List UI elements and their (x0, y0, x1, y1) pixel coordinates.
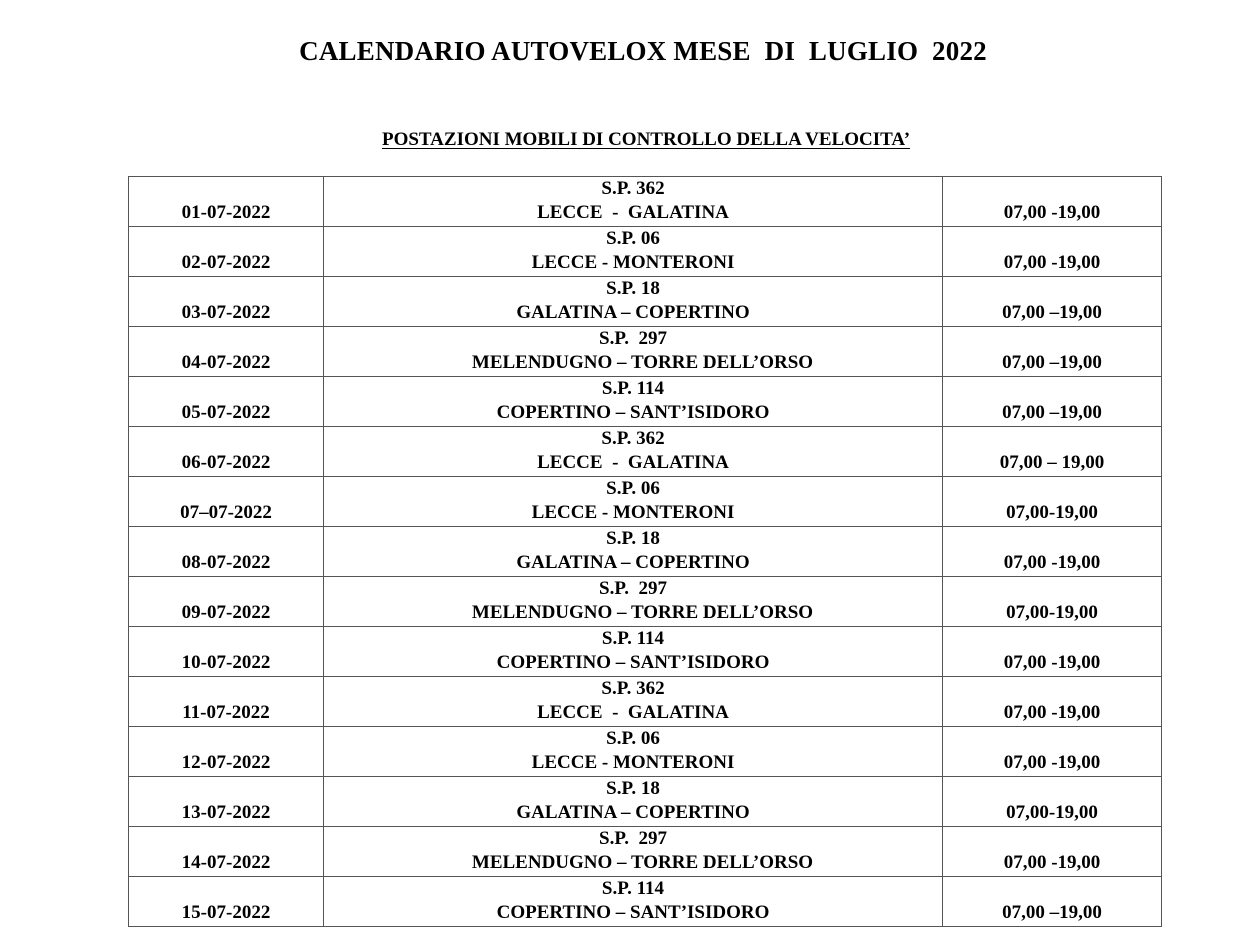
location-cell (324, 477, 943, 527)
location-cell (324, 777, 943, 827)
route-name: COPERTINO – SANT’ISIDORO (496, 902, 770, 923)
table-row (129, 377, 1162, 427)
location-block (324, 227, 942, 276)
time-cell (943, 377, 1162, 427)
location-block (324, 377, 942, 426)
speed-camera-schedule-table (128, 176, 1162, 927)
road-code: S.P. 297 (599, 578, 667, 599)
route-name: LECCE - GALATINA (537, 702, 729, 723)
time-range: 07,00 -19,00 (1003, 852, 1101, 873)
date-text: 09-07-2022 (181, 602, 271, 623)
date-cell (129, 527, 324, 577)
date-text: 10-07-2022 (181, 652, 271, 673)
date-cell (129, 177, 324, 227)
time-cell (943, 677, 1162, 727)
date-cell (129, 477, 324, 527)
table-row (129, 177, 1162, 227)
location-block (324, 777, 942, 826)
date-cell (129, 727, 324, 777)
location-block (324, 727, 942, 776)
time-cell (943, 227, 1162, 277)
time-range: 07,00 -19,00 (1003, 252, 1101, 273)
time-range: 07,00 -19,00 (1003, 702, 1101, 723)
date-cell (129, 827, 324, 877)
road-code: S.P. 362 (601, 678, 665, 699)
location-cell (324, 827, 943, 877)
table-row (129, 477, 1162, 527)
route-name: LECCE - MONTERONI (531, 502, 735, 523)
location-cell (324, 877, 943, 927)
location-cell (324, 727, 943, 777)
date-cell (129, 877, 324, 927)
time-range: 07,00-19,00 (1006, 802, 1098, 823)
date-text: 12-07-2022 (181, 752, 271, 773)
route-name: COPERTINO – SANT’ISIDORO (496, 652, 770, 673)
time-range: 07,00 –19,00 (1002, 402, 1102, 423)
road-code: S.P. 18 (606, 778, 660, 799)
time-cell (943, 727, 1162, 777)
route-name: GALATINA – COPERTINO (516, 802, 750, 823)
time-range: 07,00 –19,00 (1002, 302, 1102, 323)
table-row (129, 577, 1162, 627)
location-cell (324, 677, 943, 727)
road-code: S.P. 06 (606, 228, 660, 249)
road-code: S.P. 114 (601, 628, 665, 649)
table-row (129, 277, 1162, 327)
time-range: 07,00 -19,00 (1003, 552, 1101, 573)
route-name: GALATINA – COPERTINO (516, 552, 750, 573)
location-cell (324, 527, 943, 577)
route-name: LECCE - MONTERONI (531, 752, 735, 773)
date-text: 07–07-2022 (180, 502, 272, 523)
time-cell (943, 777, 1162, 827)
time-cell (943, 327, 1162, 377)
table-row (129, 227, 1162, 277)
route-name: LECCE - MONTERONI (531, 252, 735, 273)
route-name: GALATINA – COPERTINO (516, 302, 750, 323)
road-code: S.P. 362 (601, 178, 665, 199)
time-cell (943, 477, 1162, 527)
time-cell (943, 277, 1162, 327)
route-name: MELENDUGNO – TORRE DELL’ORSO (452, 352, 814, 373)
date-cell (129, 377, 324, 427)
location-block (324, 627, 942, 676)
table-row (129, 677, 1162, 727)
time-cell (943, 577, 1162, 627)
time-range: 07,00 –19,00 (1002, 902, 1102, 923)
date-text: 08-07-2022 (181, 552, 271, 573)
location-block (324, 177, 942, 226)
date-text: 05-07-2022 (181, 402, 271, 423)
time-cell (943, 627, 1162, 677)
location-cell (324, 327, 943, 377)
location-block (324, 427, 942, 476)
time-cell (943, 427, 1162, 477)
table-row (129, 727, 1162, 777)
table-row (129, 827, 1162, 877)
location-cell (324, 427, 943, 477)
date-text: 06-07-2022 (181, 452, 271, 473)
time-range: 07,00-19,00 (1006, 502, 1098, 523)
date-cell (129, 577, 324, 627)
road-code: S.P. 362 (601, 428, 665, 449)
date-text: 03-07-2022 (181, 302, 271, 323)
location-block (324, 877, 942, 926)
route-name: LECCE - GALATINA (537, 202, 729, 223)
time-cell (943, 877, 1162, 927)
date-text: 13-07-2022 (181, 802, 271, 823)
date-cell (129, 427, 324, 477)
time-range: 07,00 – 19,00 (999, 452, 1105, 473)
road-code: S.P. 06 (606, 478, 660, 499)
date-text: 14-07-2022 (181, 852, 271, 873)
location-cell (324, 177, 943, 227)
table-row (129, 327, 1162, 377)
route-name: COPERTINO – SANT’ISIDORO (496, 402, 770, 423)
location-block (324, 477, 942, 526)
date-text: 01-07-2022 (181, 202, 271, 223)
time-cell (943, 827, 1162, 877)
location-block (324, 527, 942, 576)
time-range: 07,00 -19,00 (1003, 652, 1101, 673)
location-block (324, 577, 942, 626)
table-row (129, 427, 1162, 477)
date-text: 02-07-2022 (181, 252, 271, 273)
location-cell (324, 377, 943, 427)
road-code: S.P. 297 (599, 828, 667, 849)
location-cell (324, 277, 943, 327)
road-code: S.P. 06 (606, 728, 660, 749)
date-cell (129, 627, 324, 677)
time-range: 07,00 –19,00 (1002, 352, 1102, 373)
road-code: S.P. 18 (606, 278, 660, 299)
location-block (324, 827, 942, 876)
route-name: MELENDUGNO – TORRE DELL’ORSO (452, 852, 814, 873)
location-cell (324, 627, 943, 677)
location-block (324, 327, 942, 376)
time-cell (943, 177, 1162, 227)
location-block (324, 677, 942, 726)
schedule-table-body (129, 177, 1162, 927)
road-code: S.P. 297 (599, 328, 667, 349)
date-cell (129, 327, 324, 377)
time-cell (943, 527, 1162, 577)
section-subtitle: POSTAZIONI MOBILI DI CONTROLLO DELLA VELOCITA’ (381, 129, 911, 150)
road-code: S.P. 114 (601, 378, 665, 399)
table-row (129, 627, 1162, 677)
date-text: 15-07-2022 (181, 902, 271, 923)
location-block (324, 277, 942, 326)
table-row (129, 777, 1162, 827)
location-cell (324, 577, 943, 627)
road-code: S.P. 114 (601, 878, 665, 899)
time-range: 07,00 -19,00 (1003, 752, 1101, 773)
table-row (129, 877, 1162, 927)
date-cell (129, 777, 324, 827)
date-cell (129, 677, 324, 727)
location-cell (324, 227, 943, 277)
date-text: 04-07-2022 (181, 352, 271, 373)
date-cell (129, 277, 324, 327)
date-cell (129, 227, 324, 277)
table-row (129, 527, 1162, 577)
route-name: MELENDUGNO – TORRE DELL’ORSO (452, 602, 814, 623)
road-code: S.P. 18 (606, 528, 660, 549)
date-text: 11-07-2022 (182, 702, 270, 723)
time-range: 07,00-19,00 (1006, 602, 1098, 623)
route-name: LECCE - GALATINA (537, 452, 729, 473)
time-range: 07,00 -19,00 (1003, 202, 1101, 223)
document-title: CALENDARIO AUTOVELOX MESE DI LUGLIO 2022 (299, 36, 987, 66)
